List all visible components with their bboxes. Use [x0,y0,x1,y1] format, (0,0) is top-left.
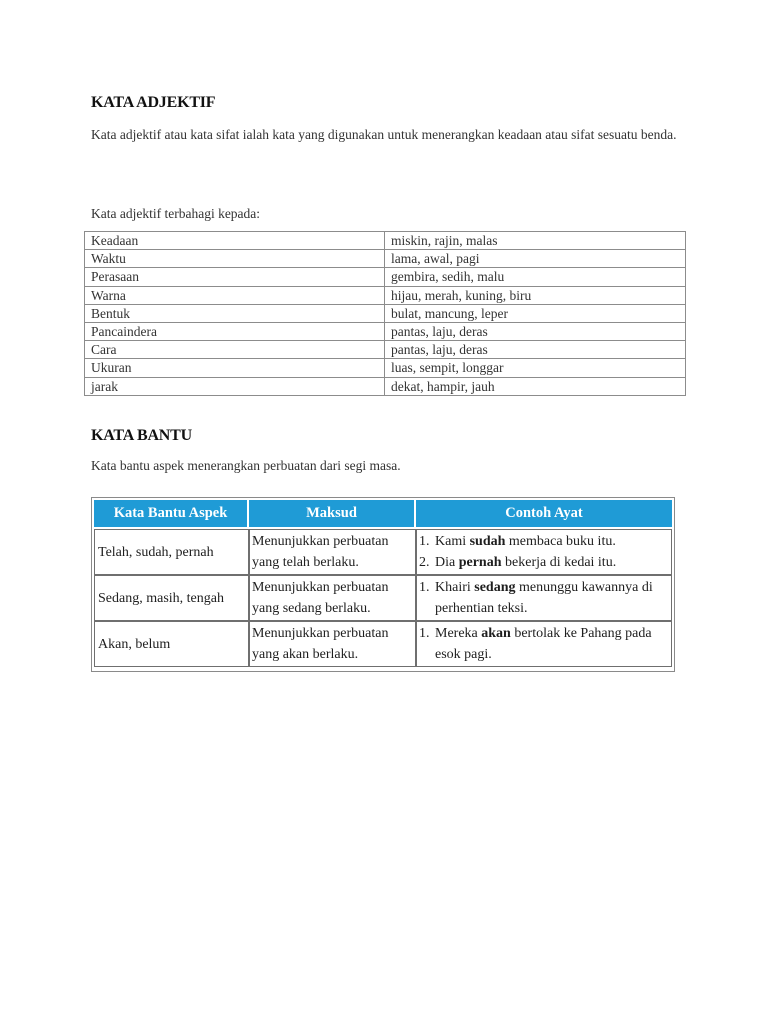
example-keyword: akan [481,626,511,641]
adjektif-jenis-cell: Warna [85,286,385,304]
adjektif-contoh-cell: dekat, hampir, jauh [385,377,686,395]
table-row [85,250,686,268]
adjektif-jenis-cell: Ukuran [85,359,385,377]
adjektif-contoh-cell: miskin, rajin, malas [385,232,686,250]
adjektif-jenis-cell: Keadaan [85,232,385,250]
example-text [435,531,669,552]
example-text [435,552,669,573]
example-text-before: Kami [435,534,470,549]
example-text-after: bekerja di kedai itu. [501,555,617,570]
example-keyword: pernah [458,555,502,570]
adjektif-definition: Kata adjektif atau kata sifat ialah kata yang digunakan untuk menerangkan keadaan atau sifat sesuatu benda. [91,127,677,142]
adjektif-intro: Kata adjektif terbahagi kepada: [91,206,261,221]
header-contoh-ayat: Contoh Ayat [416,500,672,529]
maksud-cell: Menunjukkan perbuatan yang sedang berlaku. [249,575,416,621]
example-text [435,577,669,619]
table-row [85,377,686,395]
example-number: 1. [419,534,430,549]
adjektif-jenis-cell: Cara [85,341,385,359]
header-kata-bantu-aspek: Kata Bantu Aspek [94,500,249,529]
adjektif-table [84,231,686,396]
table-row [94,575,672,621]
table-row [85,304,686,322]
example-number: 1. [419,580,430,595]
table-row [85,359,686,377]
contoh-ayat-cell [416,575,672,621]
example-number: 1. [419,626,430,641]
kata-bantu-cell: Akan, belum [94,621,249,667]
adjektif-contoh-cell: bulat, mancung, leper [385,304,686,322]
kata-bantu-cell: Telah, sudah, pernah [94,529,249,575]
adjektif-jenis-cell: Pancaindera [85,322,385,340]
kata-bantu-table-frame [91,497,675,672]
maksud-cell: Menunjukkan perbuatan yang telah berlaku. [249,529,416,575]
table-row [94,529,672,575]
example-text-before: Dia [435,555,459,570]
kata-bantu-table [94,500,672,667]
example-keyword: sedang [474,580,516,595]
table-row [94,621,672,667]
example-sentence [419,577,669,619]
example-text-after: membaca buku itu. [505,534,616,549]
contoh-ayat-cell [416,621,672,667]
bantu-intro: Kata bantu aspek menerangkan perbuatan dari segi masa. [91,458,401,473]
adjektif-contoh-cell: gembira, sedih, malu [385,268,686,286]
section-title-bantu: KATA BANTU [91,427,192,444]
example-sentence [419,552,669,573]
kata-bantu-header-row [94,500,672,529]
example-sentence [419,531,669,552]
adjektif-contoh-cell: lama, awal, pagi [385,250,686,268]
table-row [85,286,686,304]
table-row [85,232,686,250]
example-sentence [419,623,669,665]
contoh-ayat-cell [416,529,672,575]
adjektif-jenis-cell: Waktu [85,250,385,268]
example-text-after: menunggu kawannya di perhentian teksi. [435,580,657,616]
example-text-after: bertolak ke Pahang pada esok pagi. [435,626,656,662]
adjektif-jenis-cell: jarak [85,377,385,395]
kata-bantu-cell: Sedang, masih, tengah [94,575,249,621]
header-maksud: Maksud [249,500,416,529]
adjektif-contoh-cell: pantas, laju, deras [385,341,686,359]
example-keyword: sudah [469,534,506,549]
example-text-before: Khairi [435,580,475,595]
adjektif-jenis-cell: Bentuk [85,304,385,322]
maksud-cell: Menunjukkan perbuatan yang akan berlaku. [249,621,416,667]
adjektif-contoh-cell: hijau, merah, kuning, biru [385,286,686,304]
adjektif-jenis-cell: Perasaan [85,268,385,286]
table-row [85,268,686,286]
adjektif-contoh-cell: luas, sempit, longgar [385,359,686,377]
table-row [85,322,686,340]
section-title-adjektif: KATA ADJEKTIF [91,94,216,111]
table-row [85,341,686,359]
example-text [435,623,669,665]
example-text-before: Mereka [435,626,482,641]
example-number: 2. [419,555,430,570]
adjektif-contoh-cell: pantas, laju, deras [385,322,686,340]
